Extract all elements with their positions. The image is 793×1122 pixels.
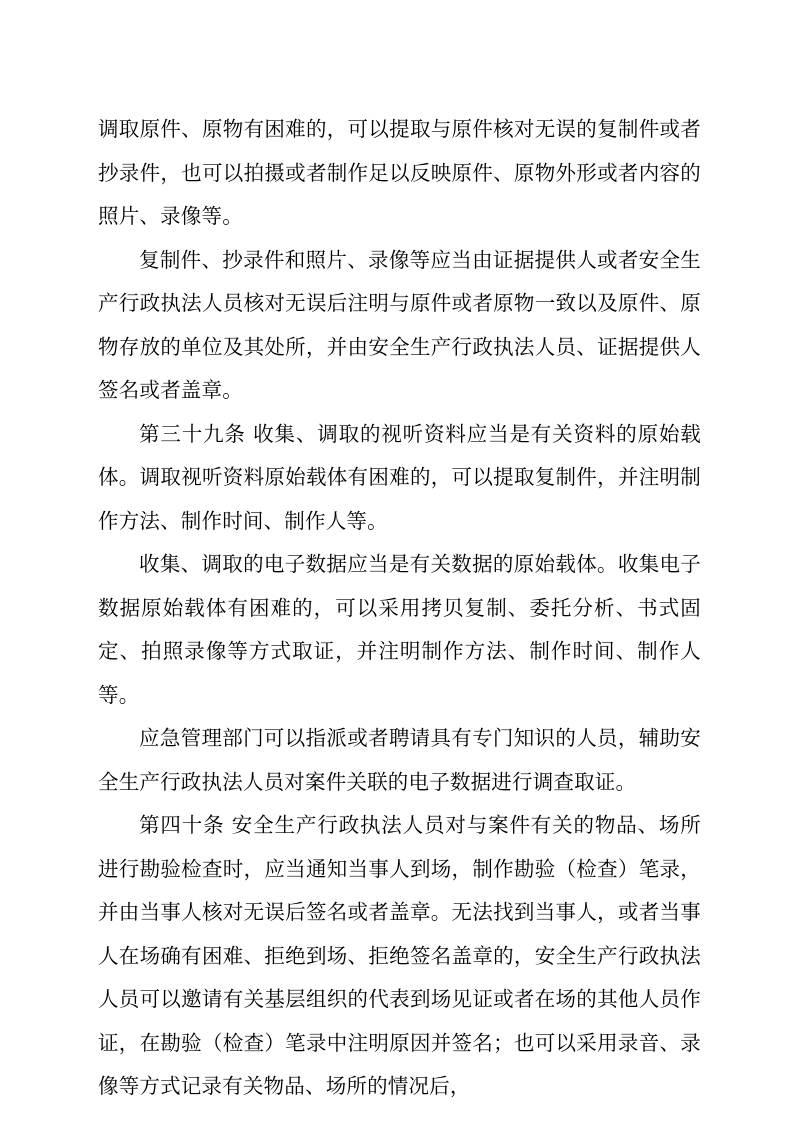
paragraph-article-39: 第三十九条 收集、调取的视听资料应当是有关资料的原始载体。调取视听资料原始载体有困难的，可以提取复制件，并注明制作方法、制作时间、制作人等。 [98, 421, 701, 533]
paragraph: 调取原件、原物有困难的，可以提取与原件核对无误的复制件或者抄录件，也可以拍摄或者制作足以反映原件、原物外形或者内容的照片、录像等。 [98, 117, 701, 228]
paragraph: 复制件、抄录件和照片、录像等应当由证据提供人或者安全生产行政执法人员核对无误后注明与原件或者原物一致以及原件、原物存放的单位及其处所，并由安全生产行政执法人员、证据提供人签名或者盖章。 [98, 247, 701, 402]
paragraph: 收集、调取的电子数据应当是有关数据的原始载体。收集电子数据原始载体有困难的，可以采用拷贝复制、委托分析、书式固定、拍照录像等方式取证，并注明制作方法、制作时间、制作人等。 [98, 552, 701, 707]
paragraph: 应急管理部门可以指派或者聘请具有专门知识的人员，辅助安全生产行政执法人员对案件关联的电子数据进行调查取证。 [98, 726, 701, 794]
paragraph-article-40: 第四十条 安全生产行政执法人员对与案件有关的物品、场所进行勘验检查时，应当通知当事人到场，制作勘验（检查）笔录，并由当事人核对无误后签名或者盖章。无法找到当事人，或者当事人在场确有困难、拒绝到场、拒绝签名盖章的，安全生产行政执法人员可以邀请有关基层组织的代表到场见证或者在场的其他人员作证，在勘验（检查）笔录中注明原因并签名；也可以采用录音、录像等方式记录有关物品、场所的情况后， [98, 813, 701, 1098]
document-body [98, 108, 701, 1109]
